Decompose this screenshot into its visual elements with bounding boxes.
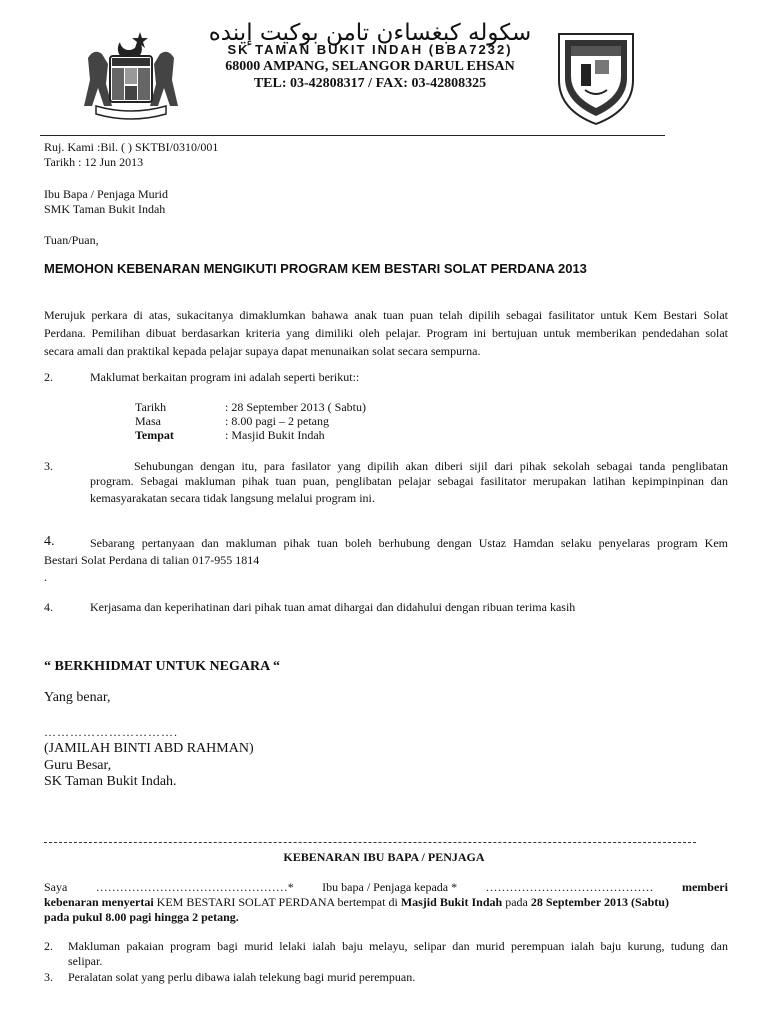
note-2-line: selipar. [68,954,103,968]
paragraph-2-text: Maklumat berkaitan program ini adalah seperti berikut:: [90,370,360,384]
letter-date: Tarikh : 12 Jun 2013 [44,155,144,169]
detail-tarikh-label: Tarikh [135,400,167,414]
consent-title: KEBENARAN IBU BAPA / PENJAGA [283,850,485,864]
malaysia-coat-of-arms-icon [82,28,180,120]
school-address: 68000 AMPANG, SELANGOR DARUL EHSAN [225,59,515,74]
signature-dots: …………………………. [44,725,178,739]
paragraph-1-line: Merujuk perkara di atas, sukacitanya dimaklumkan bahawa anak tuan puan telah dipilih sebagai fasilitator untuk Kem Bestari Solat [44,308,728,322]
letterhead [0,0,768,140]
paragraph-3-number: 3. [44,459,53,473]
reference-number: Ruj. Kami :Bil. ( ) SKTBI/0310/001 [44,140,219,154]
recipient-line-1: Ibu Bapa / Penjaga Murid [44,187,168,201]
signatory-name: (JAMILAH BINTI ABD RAHMAN) [44,741,254,756]
consent-venue: Masjid Bukit Indah [400,895,503,909]
student-name-blank[interactable]: …………………………………… [485,880,654,894]
consent-line-1 [44,880,728,895]
consent-memberi: memberi [681,880,728,894]
consent-mid-text: Ibu bapa / Penjaga kepada * [322,880,458,894]
paragraph-5-number: 4. [44,600,53,614]
paragraph-3-line: kemasyarakatan secara tidak langsung melalui program ini. [90,491,375,505]
paragraph-4-line-2: Bestari Solat Perdana di talian 017-955 1814 [44,553,260,567]
paragraph-4-line: Sebarang pertanyaan dan makluman pihak tuan boleh berhubung dengan Ustaz Hamdan selaku penyelaras program Kem [90,536,728,550]
paragraph-1-line: Perdana. Pemilihan dibuat berdasarkan kriteria yang dimiliki oleh pelajar. Program ini bertujuan untuk memberikan pendedahan solat [44,326,728,340]
consent-text-2: pada [502,895,531,909]
consent-saya: Saya [44,880,68,894]
detail-tempat-label: Tempat [135,428,174,442]
signatory-title: Guru Besar, [44,758,112,773]
school-name: SK TAMAN BUKIT INDAH (BBA7232) [227,42,513,57]
note-3: Peralatan solat yang perlu dibawa ialah telekung bagi murid perempuan. [68,970,416,984]
motto: “ BERKHIDMAT UNTUK NEGARA “ [44,659,280,674]
letter-subject: MEMOHON KEBENARAN MENGIKUTI PROGRAM KEM BESTARI SOLAT PERDANA 2013 [44,261,587,276]
detail-masa-value: : 8.00 pagi – 2 petang [225,414,329,428]
paragraph-2-number: 2. [44,370,53,384]
note-2-number: 2. [44,939,53,953]
school-name-jawi: سکوله کبغساءن تامن بوکيت إينده [208,20,532,46]
school-contact: TEL: 03-42808317 / FAX: 03-42808325 [253,76,487,91]
paragraph-5-text: Kerjasama dan keperihatinan dari pihak tuan amat dihargai dan didahului dengan ribuan terima kasih [90,600,576,614]
paragraph-4 [90,536,728,551]
consent-line-3: pada pukul 8.00 pagi hingga 2 petang. [44,910,239,924]
salutation: Tuan/Puan, [44,233,99,247]
note-2-line: Makluman pakaian program bagi murid lelaki ialah baju melayu, selipar dan murid perempuan ialah baju kurung, tudung dan [68,939,728,953]
consent-bold-1: kebenaran menyertai [44,895,154,909]
consent-line-2 [44,895,728,910]
signatory-school: SK Taman Bukit Indah. [44,774,177,789]
header-divider [40,135,665,136]
note-3-number: 3. [44,970,53,984]
closing: Yang benar, [44,690,111,705]
consent-date: 28 September 2013 (Sabtu) [530,895,669,909]
paragraph-1-line: secara amali dan praktikal kepada pelajar supaya dapat menunaikan solat secara sempurna. [44,344,481,358]
note-2 [68,939,728,969]
consent-text-1: KEM BESTARI SOLAT PERDANA bertempat di [153,895,401,909]
parent-name-blank[interactable]: …………………………………………* [95,880,294,894]
paragraph-4-number: 4. [44,534,55,549]
paragraph-1 [44,308,728,359]
detail-tarikh-value: : 28 September 2013 ( Sabtu) [225,400,366,414]
detail-tempat-value: : Masjid Bukit Indah [225,428,325,442]
cut-line [44,842,696,843]
detail-masa-label: Masa [135,414,161,428]
paragraph-3-line: program. Sebagai makluman pihak tuan puan, penglibatan pelajar sebagai fasilitator merupakan latihan kepimpinpinan dan [90,474,728,488]
paragraph-3-line: Sehubungan dengan itu, para fasilator yang dipilih akan diberi sijil dari pihak sekolah sebagai tanda penglibatan [134,459,728,473]
paragraph-3-cont [90,474,728,506]
paragraph-4-dot: . [44,570,47,584]
paragraph-3 [90,459,728,474]
school-shield-crest-icon [555,30,637,128]
recipient-line-2: SMK Taman Bukit Indah [44,202,166,216]
